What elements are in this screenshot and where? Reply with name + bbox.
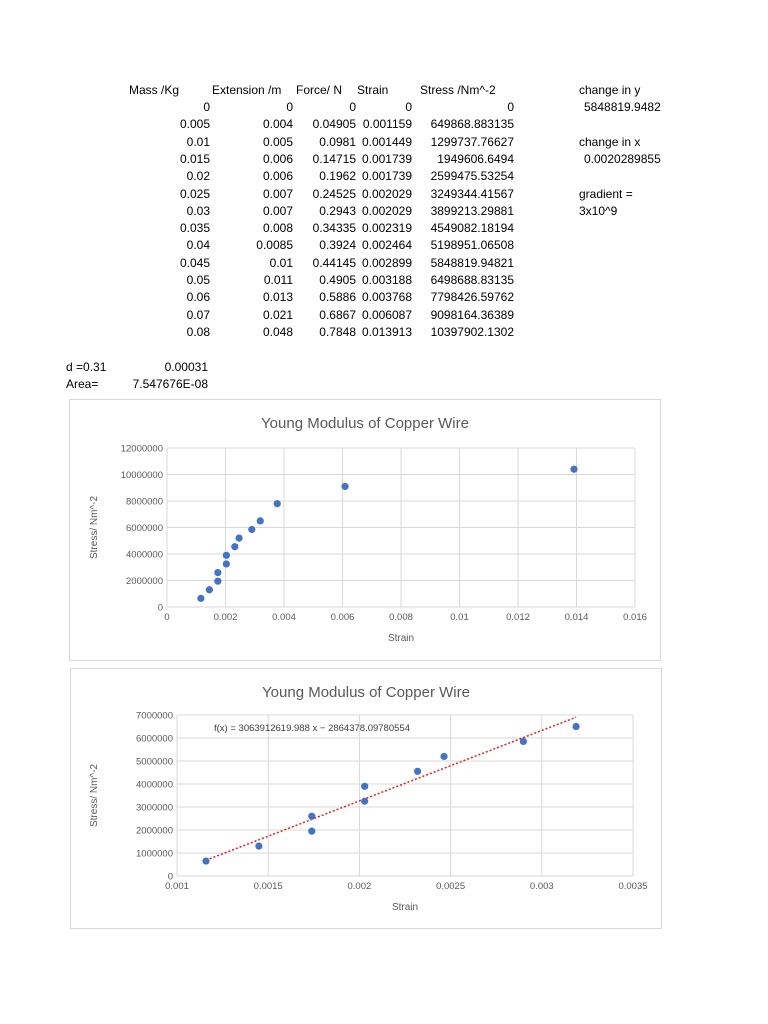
table-cell: 0.01: [269, 255, 293, 270]
table-cell: 0.004: [262, 117, 293, 132]
y-tick-label: 7000000: [136, 710, 173, 722]
data-point: [214, 578, 221, 585]
x-tick-label: 0: [164, 612, 170, 623]
chart-2-svg: [71, 669, 661, 928]
x-axis-label: Strain: [391, 902, 419, 913]
table-cell: 0.1962: [319, 169, 356, 184]
header-force: Force/ N: [296, 83, 343, 97]
chart-title: Young Modulus of Copper Wire: [262, 684, 470, 701]
table-cell: 0.002029: [361, 203, 412, 218]
y-tick-label: 10000000: [120, 470, 163, 481]
table-cell: 0.006: [262, 169, 293, 184]
chart-1-container: [69, 399, 661, 661]
change-x-label: change in x: [579, 135, 641, 149]
table-cell: 0.06: [186, 290, 210, 305]
y-tick-label: 2000000: [126, 576, 163, 587]
change-y-label: change in y: [579, 83, 641, 97]
y-tick-label: 8000000: [126, 496, 163, 508]
table-cell: 0.04905: [312, 117, 356, 132]
table-cell: 0.3924: [319, 238, 356, 253]
table-cell: 0.005: [179, 117, 210, 132]
trendline: [206, 717, 576, 860]
table-cell: 5198951.06508: [430, 238, 514, 253]
data-point: [257, 517, 264, 524]
diameter-label: d =0.31: [66, 360, 107, 374]
chart-1-svg: [70, 400, 660, 660]
table-cell: 0.6867: [319, 307, 356, 322]
chart-2-container: [70, 668, 662, 929]
x-tick-label: 0.003: [529, 881, 554, 892]
x-tick-label: 0.002: [347, 881, 372, 892]
table-cell: 0.008: [262, 221, 293, 236]
x-tick-label: 0.008: [389, 612, 413, 623]
table-cell: 0.0085: [256, 238, 293, 253]
table-cell: 0.015: [179, 151, 210, 166]
table-cell: 0.045: [179, 255, 210, 270]
x-tick-label: 0.0025: [436, 881, 466, 892]
data-point: [214, 569, 221, 576]
data-point: [570, 466, 577, 473]
data-point: [231, 543, 238, 550]
data-point: [341, 483, 348, 490]
y-tick-label: 4000000: [136, 779, 173, 791]
y-tick-label: 0: [157, 602, 163, 614]
header-extension: Extension /m: [212, 83, 282, 97]
data-point: [440, 753, 447, 760]
gradient-value: 3x10^9: [579, 204, 618, 218]
table-cell: 0.006: [262, 151, 293, 166]
y-tick-label: 1000000: [136, 848, 173, 860]
table-cell: 0.011: [263, 273, 293, 287]
y-tick-label: 6000000: [126, 523, 163, 534]
table-cell: 0.003188: [361, 273, 412, 287]
area-label: Area=: [66, 377, 99, 391]
area-value: 7.547676E-08: [132, 377, 208, 391]
data-point: [308, 813, 315, 820]
x-tick-label: 0.004: [272, 612, 296, 623]
data-point: [223, 560, 230, 567]
data-point: [206, 586, 213, 593]
table-cell: 649868.883135: [430, 117, 514, 132]
table-cell: 0.007: [262, 203, 293, 218]
data-point: [361, 783, 368, 790]
gradient-label: gradient =: [579, 187, 633, 201]
table-cell: 0.001739: [361, 169, 412, 184]
table-cell: 3249344.41567: [430, 186, 514, 201]
data-point: [235, 535, 242, 542]
diameter-value: 0.00031: [164, 360, 208, 374]
table-cell: 0.007: [262, 186, 293, 201]
table-cell: 0.005: [262, 134, 293, 149]
header-strain: Strain: [357, 83, 389, 97]
table-cell: 0.04: [186, 238, 210, 253]
table-cell: 0.05: [186, 273, 210, 287]
table-cell: 10397902.1302: [430, 324, 514, 339]
header-stress: Stress /Nm^-2: [420, 83, 496, 97]
table-cell: 1949606.6494: [437, 151, 514, 166]
y-tick-label: 5000000: [136, 756, 173, 768]
x-tick-label: 0.014: [564, 612, 589, 623]
table-cell: 0.013: [262, 290, 293, 305]
change-x-value: 0.0020289855: [584, 152, 661, 166]
table-cell: 0.035: [179, 221, 210, 236]
y-tick-label: 4000000: [126, 549, 163, 561]
table-cell: 1299737.76627: [430, 134, 514, 149]
change-y-value: 5848819.9482: [584, 100, 661, 114]
table-cell: 0.02: [186, 169, 210, 184]
header-mass: Mass /Kg: [129, 83, 180, 97]
y-axis-label: Stress/ Nm^-2: [89, 763, 100, 828]
table-cell: 0.5886: [319, 290, 356, 305]
table-cell: 0.002029: [361, 186, 412, 201]
table-cell: 0.006087: [361, 307, 412, 322]
table-cell: 5848819.94821: [430, 255, 514, 270]
y-tick-label: 0: [167, 871, 173, 883]
table-cell: 0.44145: [312, 255, 356, 270]
data-point: [197, 595, 204, 602]
x-tick-label: 0.006: [330, 612, 355, 623]
table-cell: 0.24525: [312, 186, 356, 201]
table-cell: 9098164.36389: [430, 307, 514, 322]
y-tick-label: 3000000: [136, 802, 173, 814]
table-cell: 0: [405, 100, 412, 114]
table-cell: 3899213.29881: [430, 203, 514, 218]
data-point: [361, 798, 368, 805]
trendline-equation: f(x) = 3063912619.988 x − 2864378.09780554: [214, 723, 410, 734]
table-cell: 0.001449: [361, 134, 412, 149]
data-point: [255, 843, 262, 850]
table-cell: 0.2943: [319, 203, 356, 218]
x-tick-label: 0.016: [623, 612, 647, 623]
chart-title: Young Modulus of Copper Wire: [261, 415, 469, 432]
table-cell: 0.001739: [361, 151, 412, 166]
table-cell: 0.001159: [362, 117, 412, 132]
data-point: [572, 723, 579, 730]
y-tick-label: 12000000: [120, 443, 163, 455]
table-cell: 0.002464: [361, 238, 412, 253]
data-point: [308, 828, 315, 835]
table-cell: 0.025: [179, 186, 210, 201]
table-cell: 4549082.18194: [430, 221, 514, 236]
x-tick-label: 0.002: [213, 612, 238, 623]
x-tick-label: 0.001: [165, 881, 189, 892]
y-tick-label: 2000000: [136, 825, 173, 837]
x-tick-label: 0.012: [506, 612, 530, 623]
data-point: [274, 500, 281, 507]
table-cell: 0.7848: [319, 324, 356, 339]
y-tick-label: 6000000: [136, 733, 173, 745]
x-tick-label: 0.01: [450, 612, 469, 623]
data-point: [414, 768, 421, 775]
table-cell: 0.003768: [361, 290, 412, 305]
y-axis-label: Stress/ Nm^-2: [89, 495, 100, 560]
table-cell: 2599475.53254: [430, 169, 514, 184]
x-tick-label: 0.0015: [253, 881, 283, 892]
table-cell: 0.07: [186, 307, 210, 322]
table-cell: 0.048: [262, 324, 293, 339]
table-cell: 0.03: [186, 203, 210, 218]
data-point: [223, 552, 230, 559]
table-cell: 0.01: [186, 134, 210, 149]
table-cell: 0: [349, 100, 356, 114]
data-point: [520, 738, 527, 745]
table-cell: 0: [286, 100, 293, 114]
table-cell: 0.34335: [312, 221, 356, 236]
x-axis-label: Strain: [387, 633, 415, 644]
data-point: [202, 857, 209, 864]
table-cell: 0.021: [262, 307, 293, 322]
data-point: [248, 526, 255, 533]
table-cell: 0.0981: [319, 134, 356, 149]
table-cell: 0.08: [186, 324, 210, 339]
x-tick-label: 0.0035: [618, 881, 648, 892]
table-cell: 7798426.59762: [430, 290, 514, 305]
table-cell: 0.002899: [361, 255, 412, 270]
table-cell: 0: [203, 100, 210, 114]
table-cell: 0: [507, 100, 514, 114]
table-cell: 6498688.83135: [430, 273, 514, 287]
table-cell: 0.4905: [319, 273, 356, 287]
table-cell: 0.002319: [361, 221, 412, 236]
table-cell: 0.013913: [361, 324, 412, 339]
table-cell: 0.14715: [312, 151, 356, 166]
